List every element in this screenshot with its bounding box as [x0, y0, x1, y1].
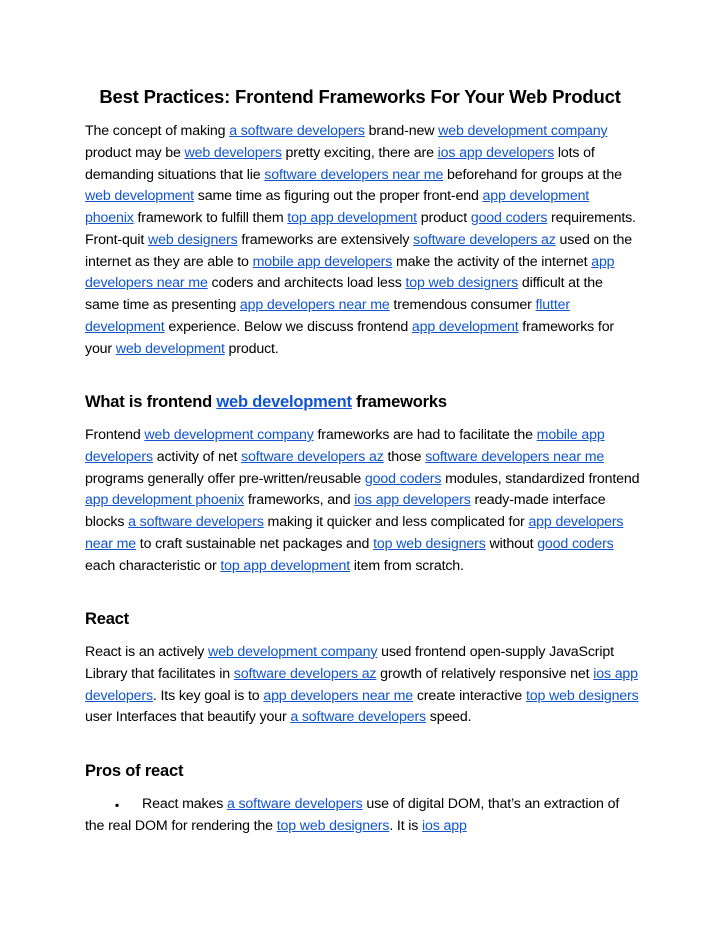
- inline-link[interactable]: ios app developers: [354, 492, 471, 509]
- paragraph-text: create interactive: [413, 687, 526, 704]
- paragraph-text: frameworks for your: [85, 318, 615, 357]
- inline-link[interactable]: ios app developers: [437, 144, 555, 161]
- inline-link[interactable]: flutter development: [85, 297, 570, 335]
- inline-link[interactable]: top web designers: [525, 687, 639, 704]
- inline-link[interactable]: good coders: [364, 470, 442, 487]
- paragraph-text: tremendous consumer: [389, 297, 536, 313]
- inline-link[interactable]: app developers near me: [263, 687, 414, 704]
- inline-link[interactable]: a software developers: [226, 796, 363, 812]
- paragraph-text: product.: [224, 340, 279, 357]
- paragraph-text: without: [485, 535, 538, 552]
- inline-link[interactable]: software developers near me: [264, 166, 444, 183]
- paragraph-text: make the activity of the internet: [392, 253, 592, 270]
- document-title: Best Practices: Frontend Frameworks For Your Web Product: [99, 86, 621, 107]
- inline-link[interactable]: top app development: [220, 557, 351, 574]
- inline-link[interactable]: top web designers: [276, 817, 390, 834]
- paragraph-text: The concept of making: [85, 123, 230, 139]
- paragraph-text: requirements. Front-quit: [85, 210, 636, 248]
- inline-link[interactable]: top web designers: [405, 275, 519, 292]
- inline-link[interactable]: app developers near me: [85, 253, 615, 292]
- inline-link[interactable]: web development: [85, 188, 194, 205]
- inline-link[interactable]: mobile app developers: [252, 253, 393, 270]
- paragraph-text: React is an actively: [85, 644, 209, 660]
- paragraph-text: to craft sustainable net packages and: [136, 535, 374, 552]
- paragraph-text: item from scratch.: [350, 557, 464, 574]
- heading-link[interactable]: web development: [216, 393, 352, 411]
- paragraph-text: those: [383, 448, 426, 465]
- inline-link[interactable]: app developers near me: [85, 514, 624, 552]
- paragraph-text: same time as figuring out the proper front-end: [193, 188, 483, 205]
- heading-text: What is frontend: [85, 393, 217, 411]
- inline-link[interactable]: app development phoenix: [85, 188, 590, 226]
- paragraph-text: product may be: [85, 144, 185, 161]
- paragraph-text: Frontend: [85, 427, 145, 443]
- inline-link[interactable]: app development phoenix: [85, 492, 245, 509]
- section-heading-pros: Pros of react: [85, 762, 184, 780]
- inline-link[interactable]: a software developers: [128, 514, 264, 530]
- paragraph-text: programs generally offer pre-written/reusable: [85, 470, 365, 487]
- paragraph-text: making it quicker and less complicated for: [263, 514, 529, 530]
- inline-link[interactable]: software developers az: [241, 448, 384, 465]
- inline-link[interactable]: ios app developers: [85, 665, 638, 704]
- paragraph-text: used on the internet as they are able to: [85, 231, 633, 270]
- paragraph-text: ready-made interface blocks: [85, 492, 606, 530]
- paragraph-text: experience. Below we discuss frontend: [164, 318, 412, 335]
- inline-link[interactable]: software developers az: [233, 665, 377, 682]
- bullet-list-item: [85, 794, 640, 838]
- paragraph-text: speed.: [425, 709, 472, 726]
- paragraph-text: frameworks are extensively: [237, 231, 414, 248]
- paragraph-text: use of digital DOM, that’s an extraction of the real DOM for rendering the: [85, 796, 620, 834]
- inline-link[interactable]: ios app: [422, 817, 467, 834]
- paragraph-text: activity of net: [152, 448, 242, 465]
- paragraph-text: frameworks, and: [244, 492, 355, 509]
- paragraph-text: coders and architects load less: [207, 275, 406, 292]
- inline-link[interactable]: top app development: [287, 210, 417, 226]
- frontend-paragraph: [85, 425, 640, 577]
- paragraph-text: React makes: [142, 796, 227, 812]
- inline-link[interactable]: mobile app developers: [85, 427, 605, 465]
- bullet-icon: ▪: [115, 798, 120, 812]
- inline-link[interactable]: a software developers: [229, 123, 365, 139]
- paragraph-text: growth of relatively responsive net: [376, 665, 594, 682]
- paragraph-text: lots of demanding situations that lie: [85, 144, 595, 183]
- paragraph-text: . Its key goal is to: [152, 687, 264, 704]
- paragraph-text: difficult at the same time as presenting: [85, 275, 603, 313]
- inline-link[interactable]: top web designers: [373, 535, 486, 552]
- inline-link[interactable]: a software developers: [290, 709, 426, 726]
- inline-link[interactable]: good coders: [537, 535, 614, 552]
- inline-link[interactable]: web developers: [184, 144, 282, 161]
- section-heading-react: React: [85, 610, 129, 628]
- inline-link[interactable]: web development company: [438, 123, 608, 139]
- paragraph-text: product: [416, 210, 471, 226]
- paragraph-text: pretty exciting, there are: [281, 144, 438, 161]
- paragraph-text: . It is: [389, 817, 423, 834]
- inline-link[interactable]: software developers az: [413, 231, 556, 248]
- paragraph-text: frameworks are had to facilitate the: [313, 427, 537, 443]
- inline-link[interactable]: web development company: [208, 644, 378, 660]
- inline-link[interactable]: web development company: [144, 427, 314, 443]
- paragraph-text: brand-new: [364, 123, 439, 139]
- paragraph-text: each characteristic or: [85, 557, 221, 574]
- inline-link[interactable]: app developers near me: [239, 297, 390, 313]
- heading-text: frameworks: [351, 393, 447, 411]
- inline-link[interactable]: good coders: [470, 210, 548, 226]
- intro-paragraph: [85, 121, 640, 360]
- inline-link[interactable]: web development: [115, 340, 225, 357]
- inline-link[interactable]: web designers: [148, 231, 238, 248]
- inline-link[interactable]: software developers near me: [425, 448, 605, 465]
- paragraph-text: used frontend open-supply JavaScript Library that facilitates in: [85, 644, 614, 682]
- paragraph-text: user Interfaces that beautify your: [85, 709, 291, 726]
- paragraph-text: modules, standardized frontend: [441, 470, 640, 487]
- inline-link[interactable]: app development: [411, 318, 519, 335]
- react-paragraph: [85, 642, 640, 729]
- section-heading-frontend: [85, 393, 645, 412]
- paragraph-text: framework to fulfill them: [133, 210, 288, 226]
- paragraph-text: beforehand for groups at the: [443, 166, 622, 183]
